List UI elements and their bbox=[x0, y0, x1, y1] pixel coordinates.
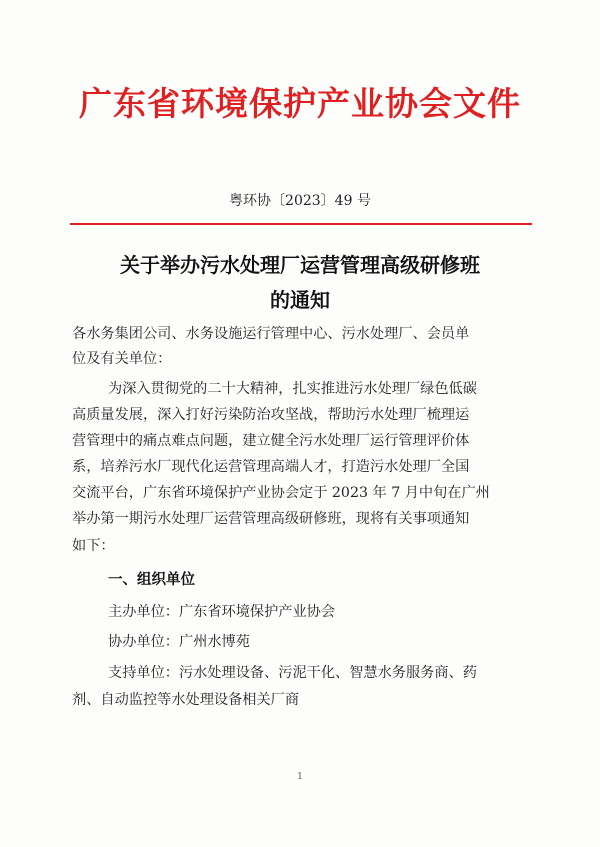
support-organizations-line-2: 剂、自动监控等水处理设备相关厂商 bbox=[72, 692, 300, 708]
red-divider-line bbox=[70, 223, 532, 225]
intro-line-1: 为深入贯彻党的二十大精神，扎实推进污水处理厂绿色低碳 bbox=[108, 381, 477, 397]
intro-line-4: 系，培养污水厂现代化运营管理高端人才，打造污水处理厂全国 bbox=[72, 459, 470, 475]
org-header-title: 广东省环境保护产业协会文件 bbox=[79, 84, 521, 123]
intro-line-7: 如下： bbox=[72, 538, 115, 554]
co-host-organization: 协办单位：广州水博苑 bbox=[108, 634, 250, 650]
host-organization: 主办单位：广东省环境保护产业协会 bbox=[108, 604, 336, 620]
document-number: 粤环协〔2023〕49 号 bbox=[229, 193, 371, 209]
section-heading-organizers: 一、组织单位 bbox=[108, 572, 195, 588]
page-number: 1 bbox=[297, 772, 303, 782]
salutation-line-2: 位及有关单位： bbox=[72, 351, 172, 367]
intro-line-3: 营管理中的痛点难点问题，建立健全污水处理厂运行管理评价体 bbox=[72, 433, 470, 449]
intro-line-6: 举办第一期污水处理厂运营管理高级研修班，现将有关事项通知 bbox=[72, 511, 470, 527]
intro-line-2: 高质量发展，深入打好污染防治攻坚战，帮助污水处理厂梳理运 bbox=[72, 407, 470, 423]
salutation-line-1: 各水务集团公司、水务设施运行管理中心、污水处理厂、会员单 bbox=[72, 326, 470, 342]
subject-title-line-1: 关于举办污水处理厂运营管理高级研修班 bbox=[120, 253, 480, 277]
intro-line-5: 交流平台，广东省环境保护产业协会定于 2023 年 7 月中旬在广州 bbox=[72, 485, 490, 501]
support-organizations-line-1: 支持单位：污水处理设备、污泥干化、智慧水务服务商、药 bbox=[108, 665, 477, 681]
subject-title-line-2: 的通知 bbox=[270, 288, 330, 312]
